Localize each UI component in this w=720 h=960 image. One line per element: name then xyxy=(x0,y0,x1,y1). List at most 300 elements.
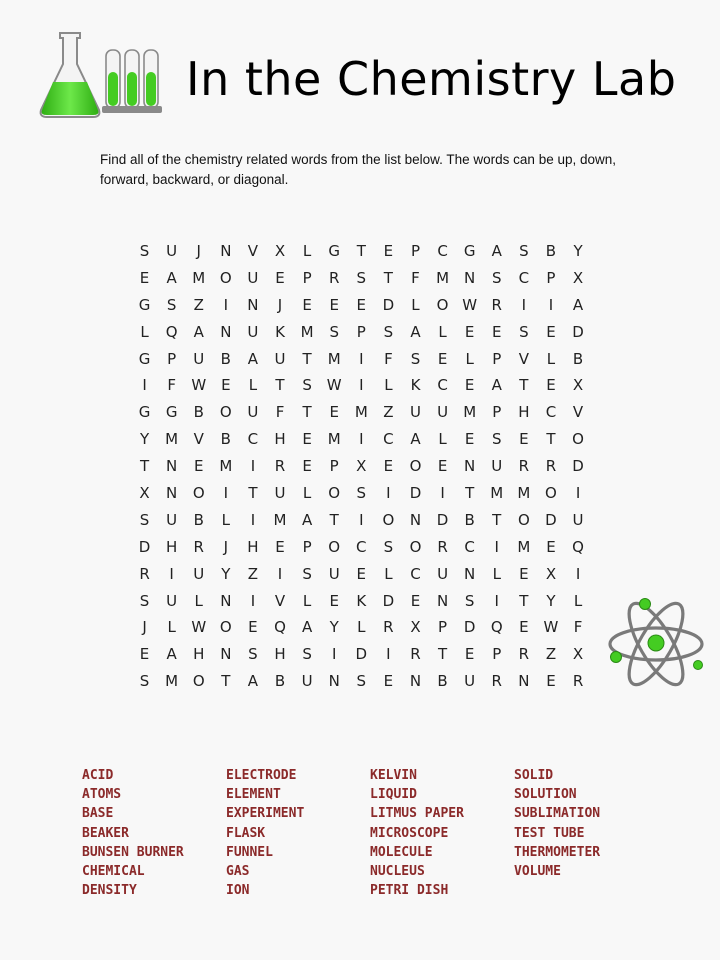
grid-letter: N xyxy=(436,591,449,610)
grid-letter: P xyxy=(167,349,177,368)
grid-letter: I xyxy=(359,430,364,449)
grid-letter: N xyxy=(247,295,259,314)
grid-letter: C xyxy=(356,537,367,556)
grid-row xyxy=(131,399,592,426)
grid-letter: U xyxy=(247,322,259,341)
grid-letter: E xyxy=(383,457,394,476)
grid-letter: B xyxy=(572,349,584,368)
flask-icon xyxy=(38,30,102,120)
grid-letter: U xyxy=(572,510,584,529)
grid-letter: O xyxy=(328,537,341,556)
grid-letter: N xyxy=(409,672,422,691)
grid-row xyxy=(131,507,592,534)
word-item: NUCLEUS xyxy=(370,864,425,880)
grid-letter: B xyxy=(437,672,448,691)
grid-letter: A xyxy=(166,645,177,664)
word-column xyxy=(226,766,370,900)
grid-letter: O xyxy=(192,484,205,503)
grid-letter: S xyxy=(492,430,502,449)
grid-letter: C xyxy=(383,430,394,449)
grid-letter: I xyxy=(250,510,256,529)
grid-letter: I xyxy=(223,484,229,503)
grid-letter: M xyxy=(463,403,477,422)
grid-letter: T xyxy=(275,376,285,395)
grid-row xyxy=(131,319,592,346)
grid-letter: I xyxy=(277,564,283,583)
grid-letter: M xyxy=(300,322,314,341)
grid-letter: I xyxy=(142,376,147,395)
grid-letter: X xyxy=(572,645,584,664)
grid-letter: F xyxy=(275,403,285,422)
grid-letter: M xyxy=(192,268,206,287)
grid-letter: R xyxy=(383,618,394,637)
grid-letter: H xyxy=(274,645,286,664)
grid-letter: T xyxy=(302,403,312,422)
grid-letter: G xyxy=(138,295,151,314)
grid-letter: L xyxy=(546,349,556,368)
grid-letter: E xyxy=(437,457,448,476)
grid-letter: P xyxy=(438,618,448,637)
grid-letter: E xyxy=(546,376,556,395)
grid-letter: M xyxy=(490,484,504,503)
grid-letter: P xyxy=(302,537,312,556)
word-item: ACID xyxy=(82,768,114,783)
grid-row xyxy=(131,346,592,373)
grid-letter: I xyxy=(386,645,391,664)
grid-letter: E xyxy=(221,376,231,395)
word-item: MOLECULE xyxy=(370,844,433,860)
word-search-grid xyxy=(131,238,592,695)
grid-letter: F xyxy=(167,376,176,395)
grid-letter: G xyxy=(165,403,178,422)
grid-letter: E xyxy=(356,564,367,583)
grid-letter: S xyxy=(356,672,367,691)
grid-letter: L xyxy=(384,376,393,395)
grid-letter: C xyxy=(545,403,557,422)
grid-letter: Q xyxy=(572,537,584,556)
grid-letter: M xyxy=(219,457,233,476)
grid-letter: S xyxy=(492,268,502,287)
grid-letter: U xyxy=(409,403,421,422)
grid-letter: Z xyxy=(247,564,259,583)
grid-letter: B xyxy=(220,349,231,368)
word-item: ATOMS xyxy=(82,787,122,803)
grid-letter: J xyxy=(277,295,283,314)
grid-letter: N xyxy=(166,457,178,476)
grid-letter: M xyxy=(436,268,450,287)
grid-letter: C xyxy=(247,430,259,449)
grid-letter: X xyxy=(572,268,584,287)
grid-letter: U xyxy=(193,564,205,583)
grid-letter: L xyxy=(438,430,447,449)
grid-letter: W xyxy=(543,618,559,637)
grid-letter: X xyxy=(572,376,584,395)
word-item: ELEMENT xyxy=(226,787,281,803)
grid-letter: N xyxy=(464,564,476,583)
grid-letter: S xyxy=(139,591,150,610)
grid-letter: Q xyxy=(274,618,286,637)
grid-letter: I xyxy=(359,510,364,529)
grid-letter: C xyxy=(437,376,448,395)
grid-letter: E xyxy=(519,564,529,583)
grid-letter: I xyxy=(521,295,527,314)
grid-row xyxy=(131,238,592,265)
grid-letter: O xyxy=(517,510,530,529)
grid-row xyxy=(131,614,592,641)
grid-letter: N xyxy=(220,242,232,260)
grid-letter: D xyxy=(436,510,449,529)
word-item: BASE xyxy=(82,806,114,822)
grid-letter: Y xyxy=(329,618,339,637)
grid-letter: M xyxy=(165,672,179,691)
word-item: CHEMICAL xyxy=(82,864,145,880)
grid-letter: D xyxy=(409,484,422,503)
grid-letter: S xyxy=(166,295,177,314)
grid-letter: L xyxy=(438,322,447,341)
grid-letter: E xyxy=(302,430,312,449)
grid-letter: R xyxy=(328,268,340,287)
grid-letter: I xyxy=(331,645,337,664)
grid-letter: E xyxy=(248,618,258,637)
grid-letter: T xyxy=(248,484,258,503)
grid-letter: B xyxy=(545,242,557,260)
grid-letter: J xyxy=(142,618,147,637)
word-item: BUNSEN BURNER xyxy=(82,844,184,860)
grid-letter: P xyxy=(492,403,502,422)
grid-letter: G xyxy=(138,403,151,422)
grid-letter: D xyxy=(572,457,584,476)
grid-letter: L xyxy=(357,618,366,637)
grid-letter: N xyxy=(328,672,340,691)
grid-letter: E xyxy=(519,430,529,449)
grid-letter: T xyxy=(519,376,529,395)
grid-letter: Y xyxy=(139,430,150,449)
grid-letter: D xyxy=(382,295,395,314)
grid-letter: T xyxy=(356,242,366,260)
grid-letter: W xyxy=(191,618,207,637)
atom-icon xyxy=(606,594,706,694)
grid-letter: U xyxy=(166,510,178,529)
grid-letter: L xyxy=(411,295,420,314)
grid-letter: P xyxy=(410,242,420,260)
grid-letter: E xyxy=(464,376,475,395)
grid-row xyxy=(131,588,592,615)
grid-letter: Q xyxy=(165,322,178,341)
grid-letter: T xyxy=(302,349,312,368)
grid-letter: I xyxy=(169,564,174,583)
grid-letter: I xyxy=(440,484,445,503)
grid-letter: A xyxy=(491,242,502,260)
grid-letter: Z xyxy=(193,295,204,314)
word-item: SUBLIMATION xyxy=(514,806,601,822)
grid-letter: L xyxy=(140,322,149,341)
grid-letter: I xyxy=(386,484,391,503)
grid-letter: M xyxy=(517,484,531,503)
grid-letter: N xyxy=(220,322,232,341)
grid-letter: S xyxy=(356,268,367,287)
word-item: GAS xyxy=(226,864,250,880)
grid-letter: J xyxy=(223,537,229,556)
grid-letter: R xyxy=(193,537,204,556)
grid-letter: I xyxy=(548,295,554,314)
grid-letter: A xyxy=(301,510,313,529)
grid-row xyxy=(131,480,592,507)
grid-row xyxy=(131,641,592,668)
instructions: Find all of the chemistry related words from the list below. The words can be up, down, forward, backward, or diagonal. xyxy=(100,152,616,187)
grid-letter: N xyxy=(166,484,178,503)
grid-letter: N xyxy=(464,268,476,287)
grid-letter: E xyxy=(193,457,204,476)
word-item: LIQUID xyxy=(370,787,417,803)
grid-letter: N xyxy=(464,457,476,476)
word-item: FUNNEL xyxy=(226,844,273,860)
grid-letter: S xyxy=(383,322,394,341)
grid-letter: G xyxy=(463,242,476,260)
grid-letter: U xyxy=(247,403,259,422)
word-item: ION xyxy=(226,883,250,899)
grid-letter: X xyxy=(410,618,421,637)
grid-letter: E xyxy=(275,537,285,556)
grid-letter: Q xyxy=(490,618,503,637)
word-item: BEAKER xyxy=(82,825,129,841)
grid-letter: F xyxy=(384,349,393,368)
grid-letter: E xyxy=(356,295,367,314)
word-item: THERMOMETER xyxy=(514,844,601,860)
grid-letter: T xyxy=(139,457,150,476)
grid-letter: J xyxy=(196,242,201,260)
grid-letter: T xyxy=(465,484,475,503)
word-item: VOLUME xyxy=(514,864,561,880)
grid-letter: E xyxy=(437,349,448,368)
grid-letter: E xyxy=(546,322,556,341)
grid-letter: O xyxy=(545,484,557,503)
grid-letter: S xyxy=(302,645,312,664)
grid-letter: S xyxy=(519,242,529,260)
grid-letter: E xyxy=(492,322,502,341)
grid-letter: E xyxy=(329,295,339,314)
grid-letter: A xyxy=(193,322,204,341)
word-list xyxy=(82,766,658,900)
grid-row xyxy=(131,561,592,588)
grid-letter: I xyxy=(250,591,256,610)
word-item: LITMUS PAPER xyxy=(370,806,464,822)
grid-letter: N xyxy=(220,645,232,664)
grid-letter: I xyxy=(575,484,581,503)
grid-letter: W xyxy=(462,295,478,314)
grid-letter: R xyxy=(274,457,286,476)
grid-letter: L xyxy=(465,349,474,368)
grid-letter: B xyxy=(274,672,286,691)
grid-letter: S xyxy=(139,510,150,529)
grid-letter: H xyxy=(274,430,286,449)
grid-letter: S xyxy=(248,645,258,664)
grid-letter: M xyxy=(165,430,179,449)
grid-letter: E xyxy=(302,295,312,314)
grid-letter: S xyxy=(356,484,367,503)
grid-letter: P xyxy=(546,268,556,287)
grid-letter: R xyxy=(572,672,584,691)
word-item: PETRI DISH xyxy=(370,883,449,899)
word-item: SOLID xyxy=(514,768,554,783)
grid-letter: I xyxy=(359,349,364,368)
grid-row xyxy=(131,534,592,561)
grid-letter: C xyxy=(410,564,421,583)
grid-letter: I xyxy=(223,295,229,314)
word-item: EXPERIMENT xyxy=(226,806,305,822)
grid-letter: U xyxy=(274,484,286,503)
word-item: TEST TUBE xyxy=(514,825,585,841)
grid-letter: U xyxy=(301,672,313,691)
grid-letter: H xyxy=(166,537,178,556)
grid-letter: O xyxy=(409,537,422,556)
grid-letter: T xyxy=(546,430,556,449)
grid-letter: P xyxy=(302,268,312,287)
grid-letter: A xyxy=(301,618,313,637)
grid-letter: V xyxy=(193,430,204,449)
grid-letter: A xyxy=(410,430,421,449)
grid-letter: V xyxy=(274,591,286,610)
grid-letter: E xyxy=(383,672,394,691)
grid-letter: L xyxy=(302,484,312,503)
grid-letter: U xyxy=(437,564,449,583)
grid-letter: W xyxy=(326,376,342,395)
grid-letter: U xyxy=(166,242,178,260)
grid-letter: K xyxy=(410,376,421,395)
grid-letter: U xyxy=(166,591,178,610)
grid-row xyxy=(131,265,592,292)
grid-letter: L xyxy=(221,510,230,529)
grid-letter: S xyxy=(329,322,339,341)
grid-letter: R xyxy=(437,537,448,556)
grid-letter: U xyxy=(464,672,476,691)
grid-letter: V xyxy=(572,403,584,422)
grid-letter: Z xyxy=(383,403,394,422)
grid-letter: T xyxy=(221,672,231,691)
grid-letter: L xyxy=(167,618,176,637)
grid-letter: U xyxy=(491,457,503,476)
grid-letter: N xyxy=(518,672,530,691)
grid-letter: V xyxy=(518,349,529,368)
grid-letter: S xyxy=(139,242,150,260)
word-item: MICROSCOPE xyxy=(370,825,449,841)
grid-letter: K xyxy=(356,591,367,610)
grid-letter: O xyxy=(436,295,449,314)
grid-letter: P xyxy=(329,457,339,476)
grid-letter: O xyxy=(409,457,422,476)
grid-letter: Y xyxy=(221,564,231,583)
grid-row xyxy=(131,453,592,480)
grid-letter: S xyxy=(519,322,529,341)
grid-letter: G xyxy=(138,349,151,368)
grid-letter: T xyxy=(383,268,393,287)
grid-letter: D xyxy=(572,322,584,341)
grid-letter: O xyxy=(328,484,341,503)
grid-letter: S xyxy=(383,537,394,556)
grid-letter: P xyxy=(356,322,366,341)
grid-letter: E xyxy=(329,591,339,610)
grid-letter: F xyxy=(411,268,420,287)
word-item: SOLUTION xyxy=(514,787,577,803)
grid-letter: S xyxy=(302,376,312,395)
grid-letter: L xyxy=(302,591,312,610)
grid-letter: U xyxy=(274,349,286,368)
grid-letter: L xyxy=(573,591,583,610)
grid-letter: L xyxy=(492,564,501,583)
grid-letter: Y xyxy=(546,591,556,610)
grid-letter: E xyxy=(329,403,339,422)
grid-letter: A xyxy=(166,268,177,287)
grid-letter: O xyxy=(219,618,232,637)
grid-row xyxy=(131,292,592,319)
grid-letter: V xyxy=(247,242,259,260)
grid-letter: E xyxy=(410,591,421,610)
grid-letter: I xyxy=(250,457,256,476)
grid-letter: S xyxy=(302,564,312,583)
grid-letter: M xyxy=(354,403,368,422)
grid-letter: R xyxy=(491,295,502,314)
grid-letter: A xyxy=(247,349,259,368)
grid-letter: P xyxy=(492,645,502,664)
grid-letter: K xyxy=(275,322,285,341)
grid-letter: E xyxy=(139,268,150,287)
grid-letter: R xyxy=(518,457,530,476)
word-item: FLASK xyxy=(226,825,266,841)
grid-letter: D xyxy=(138,537,151,556)
grid-letter: E xyxy=(519,618,529,637)
grid-letter: E xyxy=(464,322,475,341)
grid-letter: M xyxy=(327,430,341,449)
grid-letter: B xyxy=(193,510,204,529)
grid-letter: E xyxy=(383,242,394,260)
grid-letter: H xyxy=(193,645,205,664)
grid-row xyxy=(131,426,592,453)
grid-letter: S xyxy=(139,672,150,691)
grid-letter: F xyxy=(573,618,583,637)
grid-letter: X xyxy=(139,484,150,503)
grid-letter: R xyxy=(491,672,502,691)
grid-letter: M xyxy=(273,510,287,529)
grid-letter: L xyxy=(248,376,258,395)
word-item: DENSITY xyxy=(82,883,137,899)
grid-letter: R xyxy=(545,457,557,476)
grid-letter: E xyxy=(302,457,312,476)
grid-letter: W xyxy=(191,376,207,395)
grid-letter: O xyxy=(382,510,395,529)
grid-letter: E xyxy=(464,645,475,664)
grid-letter: B xyxy=(220,430,231,449)
grid-letter: G xyxy=(328,242,341,260)
grid-row xyxy=(131,668,592,695)
grid-letter: D xyxy=(545,510,557,529)
word-column xyxy=(82,766,226,900)
grid-letter: U xyxy=(247,268,259,287)
grid-letter: M xyxy=(327,349,341,368)
grid-letter: H xyxy=(247,537,259,556)
grid-letter: R xyxy=(410,645,421,664)
grid-letter: E xyxy=(464,430,475,449)
grid-letter: O xyxy=(219,268,232,287)
grid-letter: I xyxy=(575,564,581,583)
grid-letter: M xyxy=(517,537,531,556)
grid-letter: I xyxy=(359,376,364,395)
grid-letter: L xyxy=(384,564,393,583)
grid-letter: D xyxy=(382,591,395,610)
grid-letter: R xyxy=(139,564,150,583)
grid-letter: U xyxy=(193,349,205,368)
grid-letter: D xyxy=(463,618,476,637)
grid-letter: R xyxy=(518,645,530,664)
grid-letter: H xyxy=(518,403,530,422)
